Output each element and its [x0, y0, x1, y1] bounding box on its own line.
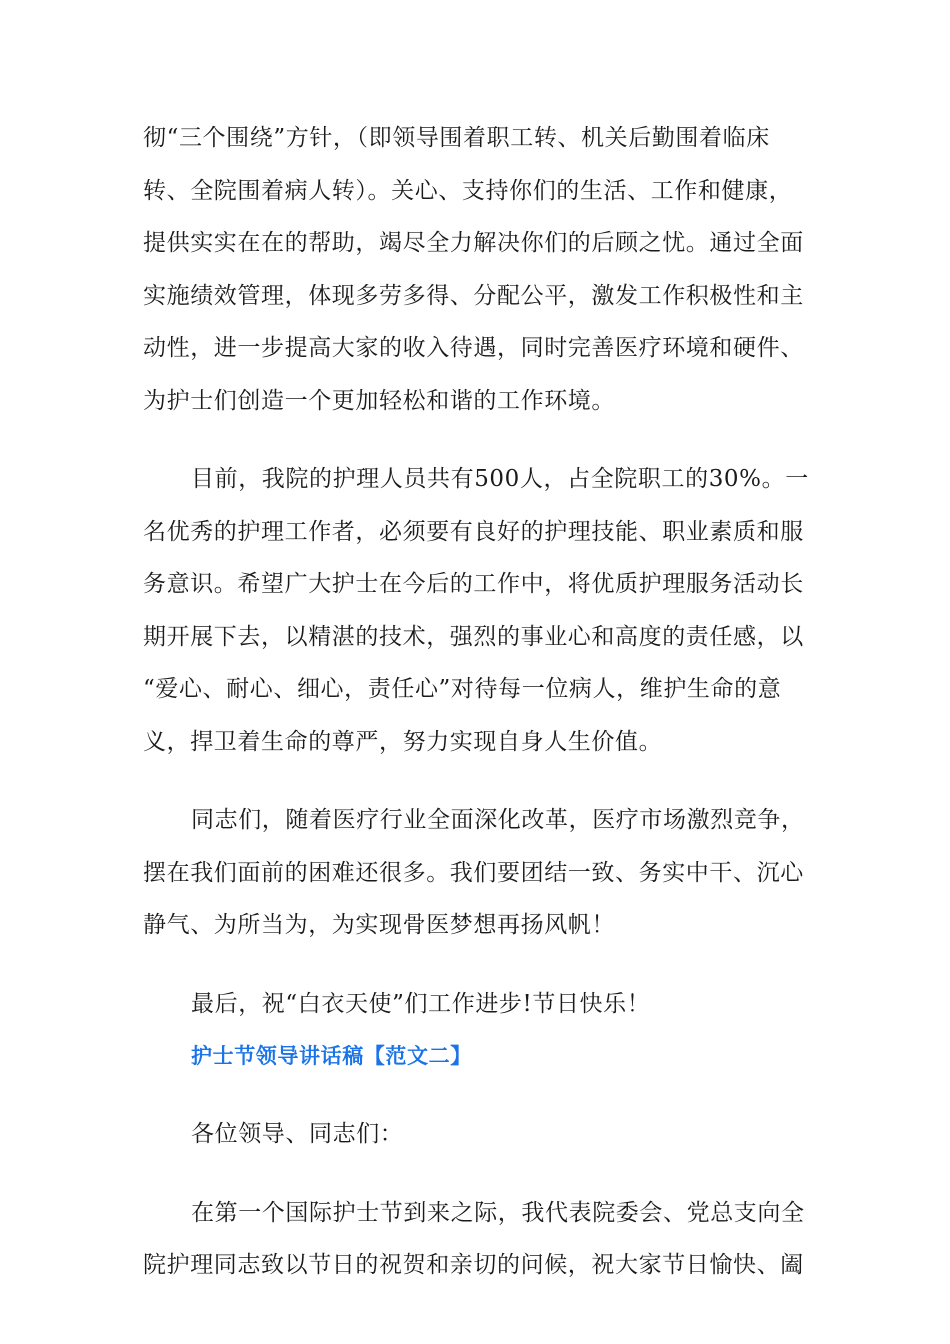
text-line: 转、全院围着病人转）。关心、支持你们的生活、工作和健康， — [143, 177, 793, 204]
text-line: 提供实实在在的帮助，竭尽全力解决你们的后顾之忧。通过全面 — [143, 230, 804, 256]
paragraph-nursing-staff — [143, 453, 811, 768]
text-line: “爱心、耐心、细心，责任心”对待每一位病人，维护生命的意 — [143, 676, 782, 702]
paragraph-policy — [143, 112, 811, 427]
text-line: 院护理同志致以节日的祝贺和亲切的问候，祝大家节日愉快、阖 — [143, 1252, 804, 1278]
paragraph-closing — [143, 978, 811, 1031]
text-line: 在第一个国际护士节到来之际，我代表院委会、党总支向全 — [191, 1199, 805, 1226]
paragraph-greeting — [143, 1187, 811, 1292]
text-line: 最后，祝“白衣天使”们工作进步!节日快乐！ — [191, 990, 651, 1017]
document-page — [143, 112, 811, 1292]
paragraph-comrades — [143, 794, 811, 952]
text-line: 务意识。希望广大护士在今后的工作中，将优质护理服务活动长 — [143, 571, 804, 597]
text-line: 期开展下去，以精湛的技术，强烈的事业心和高度的责任感，以 — [143, 623, 804, 650]
text-line: 实施绩效管理，体现多劳多得、分配公平，激发工作积极性和主 — [143, 282, 804, 309]
text-line: 静气、为所当为，为实现骨医梦想再扬风帆！ — [143, 912, 615, 938]
text-line: 彻“三个围绕”方针，（即领导围着职工转、机关后勤围着临床 — [143, 125, 770, 151]
text-line: 义，捍卫着生命的尊严，努力实现自身人生价值。 — [143, 728, 663, 755]
text-line: 动性，进一步提高大家的收入待遇，同时完善医疗环境和硬件、 — [143, 335, 804, 361]
text-line: 为护士们创造一个更加轻松和谐的工作环境。 — [143, 387, 615, 414]
salutation — [143, 1108, 811, 1161]
text-line: 目前，我院的护理人员共有500人，占全院职工的30%。一 — [191, 466, 809, 492]
text-line: 摆在我们面前的困难还很多。我们要团结一致、务实中干、沉心 — [143, 859, 804, 886]
section-heading: 护士节领导讲话稿【范文二】 — [191, 1044, 472, 1068]
text-line: 名优秀的护理工作者，必须要有良好的护理技能、职业素质和服 — [143, 518, 804, 545]
text-line: 各位领导、同志们： — [191, 1121, 404, 1147]
text-line: 同志们，随着医疗行业全面深化改革，医疗市场激烈竞争， — [191, 807, 805, 833]
